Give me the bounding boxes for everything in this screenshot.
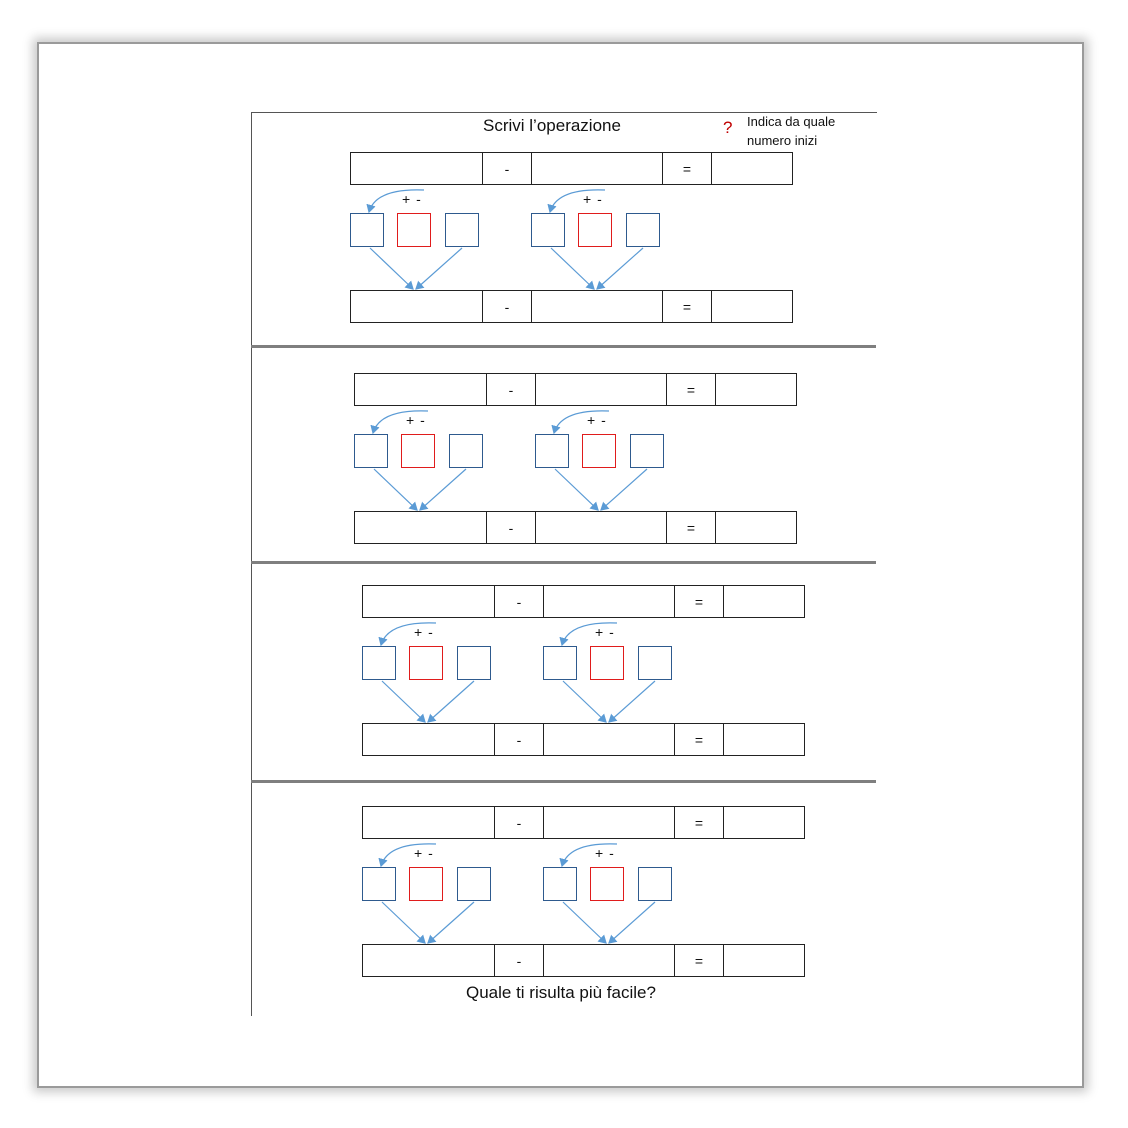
number-box-left[interactable]: [354, 434, 388, 468]
operator-box[interactable]: [397, 213, 431, 247]
operand-2-field[interactable]: [544, 586, 675, 617]
result-field[interactable]: [724, 586, 804, 617]
number-box-left[interactable]: [531, 213, 565, 247]
equation-row-bottom: [350, 290, 793, 323]
equation-row-top: [362, 806, 805, 839]
number-box-right[interactable]: [457, 867, 491, 901]
equation-row-bottom: [362, 723, 805, 756]
operand-2-field[interactable]: [544, 724, 675, 755]
operator-box[interactable]: [590, 867, 624, 901]
equation-row-top: [354, 373, 797, 406]
operand-2-field[interactable]: [544, 945, 675, 976]
equals-sign: =: [667, 512, 716, 543]
footer-question: Quale ti risulta più facile?: [466, 983, 656, 1002]
operand-1-field[interactable]: [363, 945, 495, 976]
equation-row-top: [350, 152, 793, 185]
plus-minus-label: + -: [583, 191, 603, 207]
number-box-right[interactable]: [445, 213, 479, 247]
operand-2-field[interactable]: [532, 153, 663, 184]
operand-1-field[interactable]: [355, 374, 487, 405]
minus-sign: -: [487, 512, 536, 543]
equals-sign: =: [675, 945, 724, 976]
number-box-left[interactable]: [362, 867, 396, 901]
worksheet-title: Scrivi l’operazione: [483, 116, 621, 135]
equation-row-top: [362, 585, 805, 618]
minus-sign: -: [495, 807, 544, 838]
section-divider: [251, 345, 876, 348]
number-box-right[interactable]: [626, 213, 660, 247]
section-divider: [251, 780, 876, 783]
operand-2-field[interactable]: [544, 807, 675, 838]
number-box-right[interactable]: [638, 867, 672, 901]
result-field[interactable]: [724, 724, 804, 755]
number-box-left[interactable]: [350, 213, 384, 247]
section-divider: [251, 561, 876, 564]
number-box-left[interactable]: [543, 646, 577, 680]
operator-box[interactable]: [582, 434, 616, 468]
operator-box[interactable]: [409, 646, 443, 680]
operator-box[interactable]: [590, 646, 624, 680]
equals-sign: =: [675, 586, 724, 617]
minus-sign: -: [495, 945, 544, 976]
number-box-right[interactable]: [449, 434, 483, 468]
operand-2-field[interactable]: [536, 512, 667, 543]
operand-2-field[interactable]: [536, 374, 667, 405]
operand-1-field[interactable]: [355, 512, 487, 543]
operand-1-field[interactable]: [351, 153, 483, 184]
minus-sign: -: [487, 374, 536, 405]
number-box-right[interactable]: [638, 646, 672, 680]
equation-row-bottom: [354, 511, 797, 544]
minus-sign: -: [495, 586, 544, 617]
plus-minus-label: + -: [595, 624, 615, 640]
question-mark-icon: ?: [723, 118, 733, 137]
result-field[interactable]: [712, 153, 792, 184]
minus-sign: -: [495, 724, 544, 755]
plus-minus-label: + -: [595, 845, 615, 861]
minus-sign: -: [483, 291, 532, 322]
result-field[interactable]: [724, 945, 804, 976]
hint-text: Indica da quale numero inizi: [747, 114, 836, 148]
number-box-right[interactable]: [457, 646, 491, 680]
equals-sign: =: [675, 724, 724, 755]
number-box-left[interactable]: [362, 646, 396, 680]
number-box-left[interactable]: [543, 867, 577, 901]
equals-sign: =: [663, 153, 712, 184]
minus-sign: -: [483, 153, 532, 184]
plus-minus-label: + -: [406, 412, 426, 428]
equals-sign: =: [675, 807, 724, 838]
operand-2-field[interactable]: [532, 291, 663, 322]
operator-box[interactable]: [401, 434, 435, 468]
result-field[interactable]: [712, 291, 792, 322]
operator-box[interactable]: [578, 213, 612, 247]
plus-minus-label: + -: [587, 412, 607, 428]
operand-1-field[interactable]: [363, 586, 495, 617]
operand-1-field[interactable]: [363, 724, 495, 755]
equals-sign: =: [667, 374, 716, 405]
result-field[interactable]: [724, 807, 804, 838]
number-box-right[interactable]: [630, 434, 664, 468]
operand-1-field[interactable]: [363, 807, 495, 838]
equation-row-bottom: [362, 944, 805, 977]
result-field[interactable]: [716, 374, 796, 405]
equals-sign: =: [663, 291, 712, 322]
result-field[interactable]: [716, 512, 796, 543]
operand-1-field[interactable]: [351, 291, 483, 322]
plus-minus-label: + -: [414, 845, 434, 861]
operator-box[interactable]: [409, 867, 443, 901]
number-box-left[interactable]: [535, 434, 569, 468]
plus-minus-label: + -: [414, 624, 434, 640]
plus-minus-label: + -: [402, 191, 422, 207]
